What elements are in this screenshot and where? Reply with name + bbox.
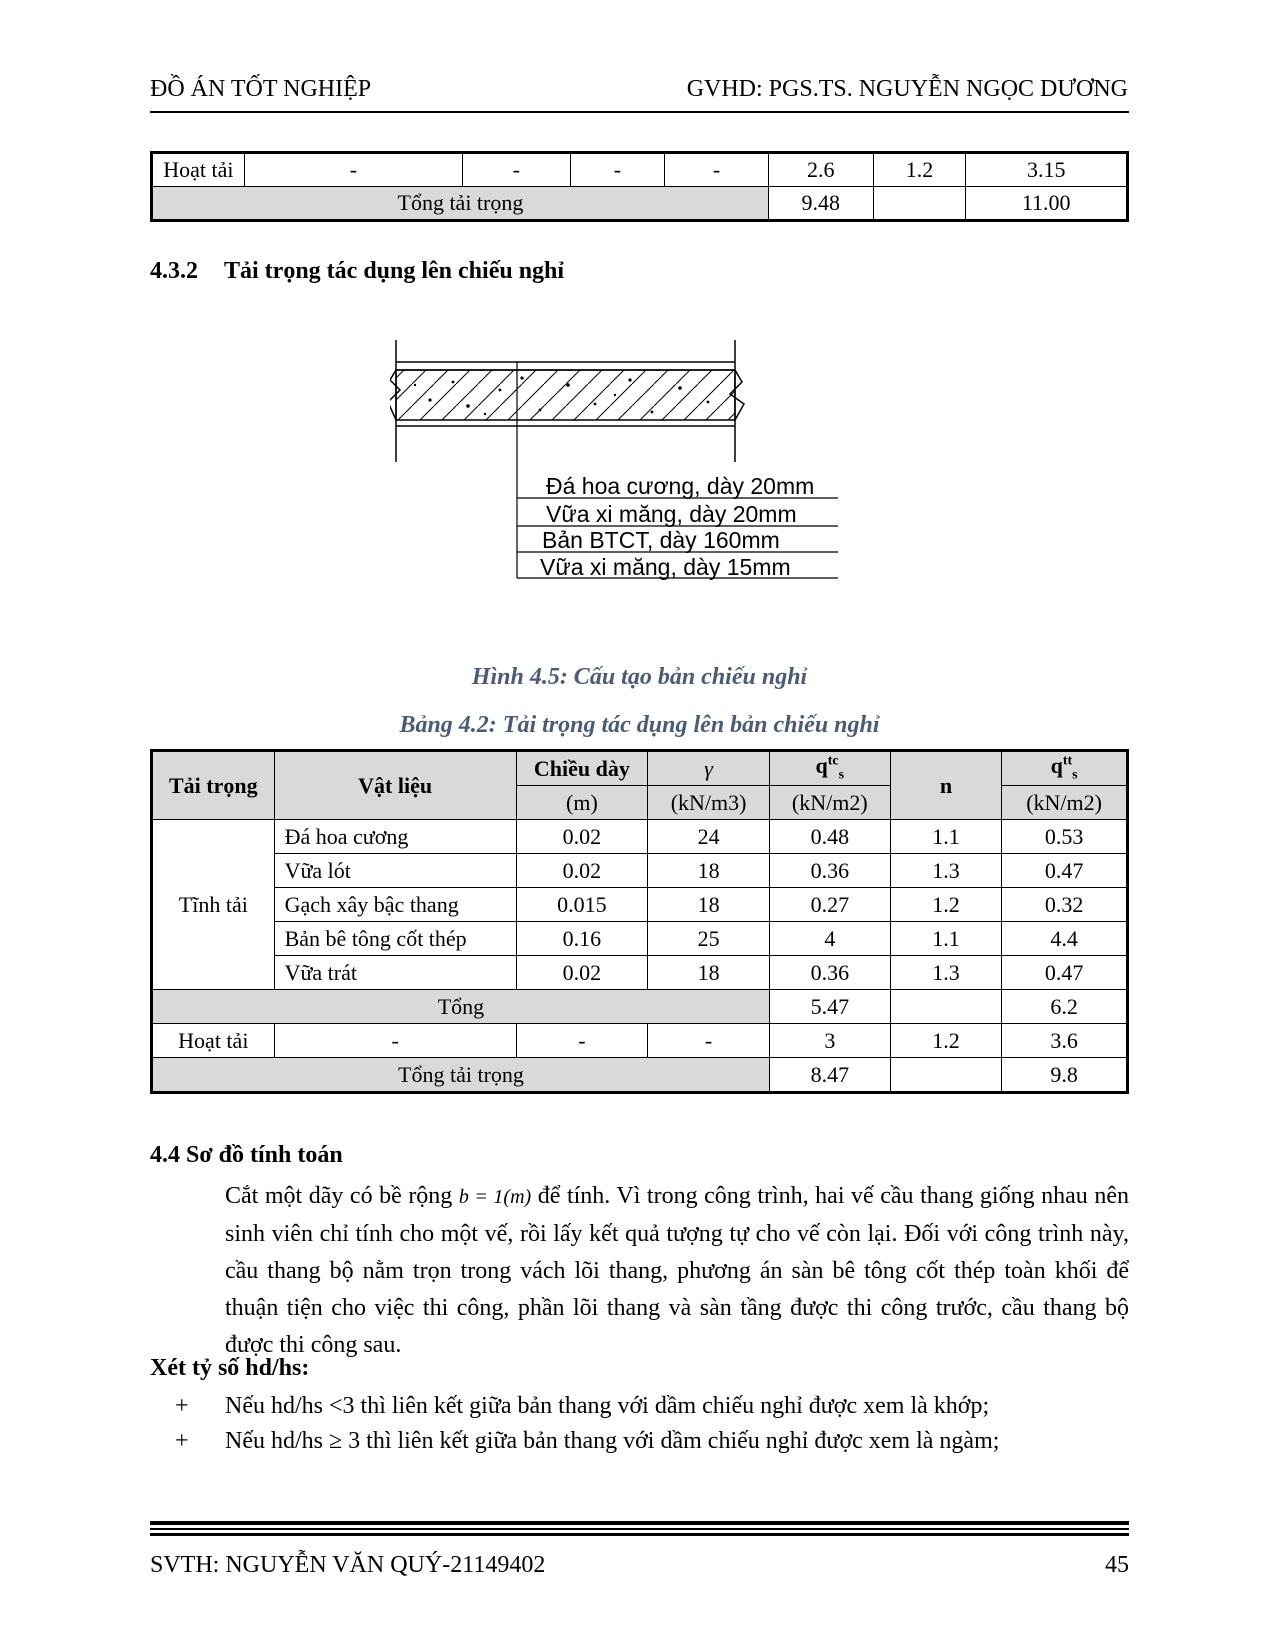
table-cell: 1.2 — [873, 153, 966, 187]
live-qtc: 3 — [769, 1024, 890, 1058]
header-qtt: $q^{tt}_s$ — [1002, 751, 1128, 786]
cell-gamma: 18 — [648, 888, 770, 922]
bullet-text: Nếu hd/hs <3 thì liên kết giữa bản thang với dầm chiếu nghỉ được xem là khớp; — [225, 1393, 990, 1419]
table-row — [152, 922, 1128, 956]
landing-slab-section-diagram — [390, 340, 910, 620]
total-label: Tổng tải trọng — [152, 1058, 770, 1093]
live-gamma: - — [648, 1024, 770, 1058]
table-row — [152, 153, 1128, 187]
cell-qtt: 0.47 — [1002, 956, 1128, 990]
unit-thickness: (m) — [516, 786, 648, 820]
total-label: Tổng tải trọng — [152, 187, 769, 221]
total-qtt: 11.00 — [966, 187, 1128, 221]
cell-gamma: 18 — [648, 956, 770, 990]
cell-qtc: 4 — [769, 922, 890, 956]
unit-qtc: (kN/m2) — [769, 786, 890, 820]
cell-thickness: 0.02 — [516, 956, 648, 990]
cell-material: Đá hoa cương — [274, 820, 516, 854]
table-row — [152, 888, 1128, 922]
body-paragraph — [225, 1178, 1129, 1364]
header-gamma: γ — [648, 751, 770, 786]
bullet-mark: + — [175, 1393, 189, 1419]
math-expression: b = 1(m) — [458, 1186, 532, 1208]
footer-student: SVTH: NGUYỄN VĂN QUÝ-21149402 — [150, 1552, 546, 1578]
live-qtt: 3.6 — [1002, 1024, 1128, 1058]
cell-thickness: 0.16 — [516, 922, 648, 956]
footer-rule — [150, 1528, 1129, 1530]
header-material: Vật liệu — [274, 751, 516, 820]
bullet-item — [150, 1393, 1129, 1420]
total-qtt: 9.8 — [1002, 1058, 1128, 1093]
table-header-row — [152, 751, 1128, 786]
table-row-total — [152, 187, 1128, 221]
live-n: 1.2 — [890, 1024, 1002, 1058]
header-qtc: $q^{tc}_s$ — [769, 751, 890, 786]
header-thickness: Chiều dày — [516, 751, 648, 786]
cell-thickness: 0.02 — [516, 820, 648, 854]
cell-qtc: 0.27 — [769, 888, 890, 922]
cell-n: 1.3 — [890, 854, 1002, 888]
cell-n: 1.1 — [890, 820, 1002, 854]
cell-qtt: 4.4 — [1002, 922, 1128, 956]
header-right: GVHD: PGS.TS. NGUYỄN NGỌC DƯƠNG — [686, 76, 1128, 102]
cell-gamma: 25 — [648, 922, 770, 956]
cell-material: Vữa trát — [274, 956, 516, 990]
bullet-mark: + — [175, 1428, 189, 1454]
total-n — [873, 187, 966, 221]
para-rest-line1: để tính. Vì trong công trình, hai vế cầu thang giống — [537, 1183, 1035, 1209]
header-left: ĐỒ ÁN TỐT NGHIỆP — [150, 76, 372, 102]
section-title: Tải trọng tác dụng lên chiếu nghỉ — [224, 258, 565, 284]
subtotal-qtc: 5.47 — [769, 990, 890, 1024]
table-cell: Hoạt tải — [152, 153, 245, 187]
footer-rule — [150, 1533, 1129, 1536]
table-row — [152, 854, 1128, 888]
cell-thickness: 0.015 — [516, 888, 648, 922]
figure-caption: Hình 4.5: Cấu tạo bản chiếu nghỉ — [471, 664, 808, 690]
cell-n: 1.1 — [890, 922, 1002, 956]
unit-qtt: (kN/m2) — [1002, 786, 1128, 820]
dead-load-label: Tĩnh tải — [152, 820, 275, 990]
cell-qtc: 0.48 — [769, 820, 890, 854]
table-cell: - — [570, 153, 665, 187]
layer-label: Vữa xi măng, dày 20mm — [546, 501, 797, 527]
table-row-subtotal — [152, 990, 1128, 1024]
concrete-slab — [396, 370, 735, 420]
cell-gamma: 24 — [648, 820, 770, 854]
page-number: 45 — [1105, 1552, 1129, 1578]
section-heading-4-4: 4.4 Sơ đồ tính toán — [150, 1142, 343, 1168]
table-row — [152, 956, 1128, 990]
table-row-live — [152, 1024, 1128, 1058]
para-rest: nhau nên sinh viên chỉ tính cho một vế, rồi lấy kết quả tượng tự cho vế còn lại. Đối với công trình này, cầu thang bộ nằm trọn trong vách lõi thang, phương án sàn bê tông cốt thép toàn khối để thuận tiện cho việc thi công, phần lõi thang và sàn tầng được thi công trước, cầu thang bộ được thi công sau. — [225, 1183, 1130, 1358]
layer-label: Vữa xi măng, dày 15mm — [540, 554, 791, 580]
table-caption: Bảng 4.2: Tải trọng tác dụng lên bản chiếu nghỉ — [399, 712, 880, 738]
table-row — [152, 820, 1128, 854]
cell-material: Gạch xây bậc thang — [274, 888, 516, 922]
live-label: Hoạt tải — [152, 1024, 275, 1058]
table-cell: - — [244, 153, 462, 187]
cell-qtc: 0.36 — [769, 854, 890, 888]
header-rule — [150, 111, 1129, 113]
header-n: n — [890, 751, 1002, 820]
section-number: 4.3.2 — [150, 258, 198, 284]
table-cell: - — [463, 153, 571, 187]
table-cell: 2.6 — [768, 153, 873, 187]
stair-load-table-continued — [150, 151, 1129, 222]
section-heading-4-3-2 — [150, 258, 564, 285]
cell-material: Vữa lót — [274, 854, 516, 888]
total-n — [890, 1058, 1002, 1093]
para-start: Cắt một dãy có bề rộng — [225, 1183, 453, 1209]
table-row-total — [152, 1058, 1128, 1093]
cell-n: 1.3 — [890, 956, 1002, 990]
cell-n: 1.2 — [890, 888, 1002, 922]
layer-label: Bản BTCT, dày 160mm — [542, 527, 780, 553]
cell-qtt: 0.53 — [1002, 820, 1128, 854]
subtotal-label: Tổng — [152, 990, 770, 1024]
bullet-item — [150, 1428, 1129, 1455]
bullet-text: Nếu hd/hs ≥ 3 thì liên kết giữa bản thang với dầm chiếu nghỉ được xem là ngàm; — [225, 1428, 1000, 1454]
footer-rule — [150, 1521, 1129, 1525]
layer-label: Đá hoa cương, dày 20mm — [546, 473, 815, 499]
ratio-heading: Xét tỷ số hd/hs: — [150, 1355, 310, 1381]
cell-qtt: 0.32 — [1002, 888, 1128, 922]
table-cell: - — [665, 153, 769, 187]
unit-gamma: (kN/m3) — [648, 786, 770, 820]
table-cell: 3.15 — [966, 153, 1128, 187]
subtotal-n — [890, 990, 1002, 1024]
header-load: Tải trọng — [152, 751, 275, 820]
subtotal-qtt: 6.2 — [1002, 990, 1128, 1024]
cell-material: Bản bê tông cốt thép — [274, 922, 516, 956]
cell-qtt: 0.47 — [1002, 854, 1128, 888]
landing-load-table — [150, 749, 1129, 1094]
cell-gamma: 18 — [648, 854, 770, 888]
total-qtc: 8.47 — [769, 1058, 890, 1093]
live-thickness: - — [516, 1024, 648, 1058]
live-material: - — [274, 1024, 516, 1058]
cell-thickness: 0.02 — [516, 854, 648, 888]
total-qtc: 9.48 — [768, 187, 873, 221]
cell-qtc: 0.36 — [769, 956, 890, 990]
